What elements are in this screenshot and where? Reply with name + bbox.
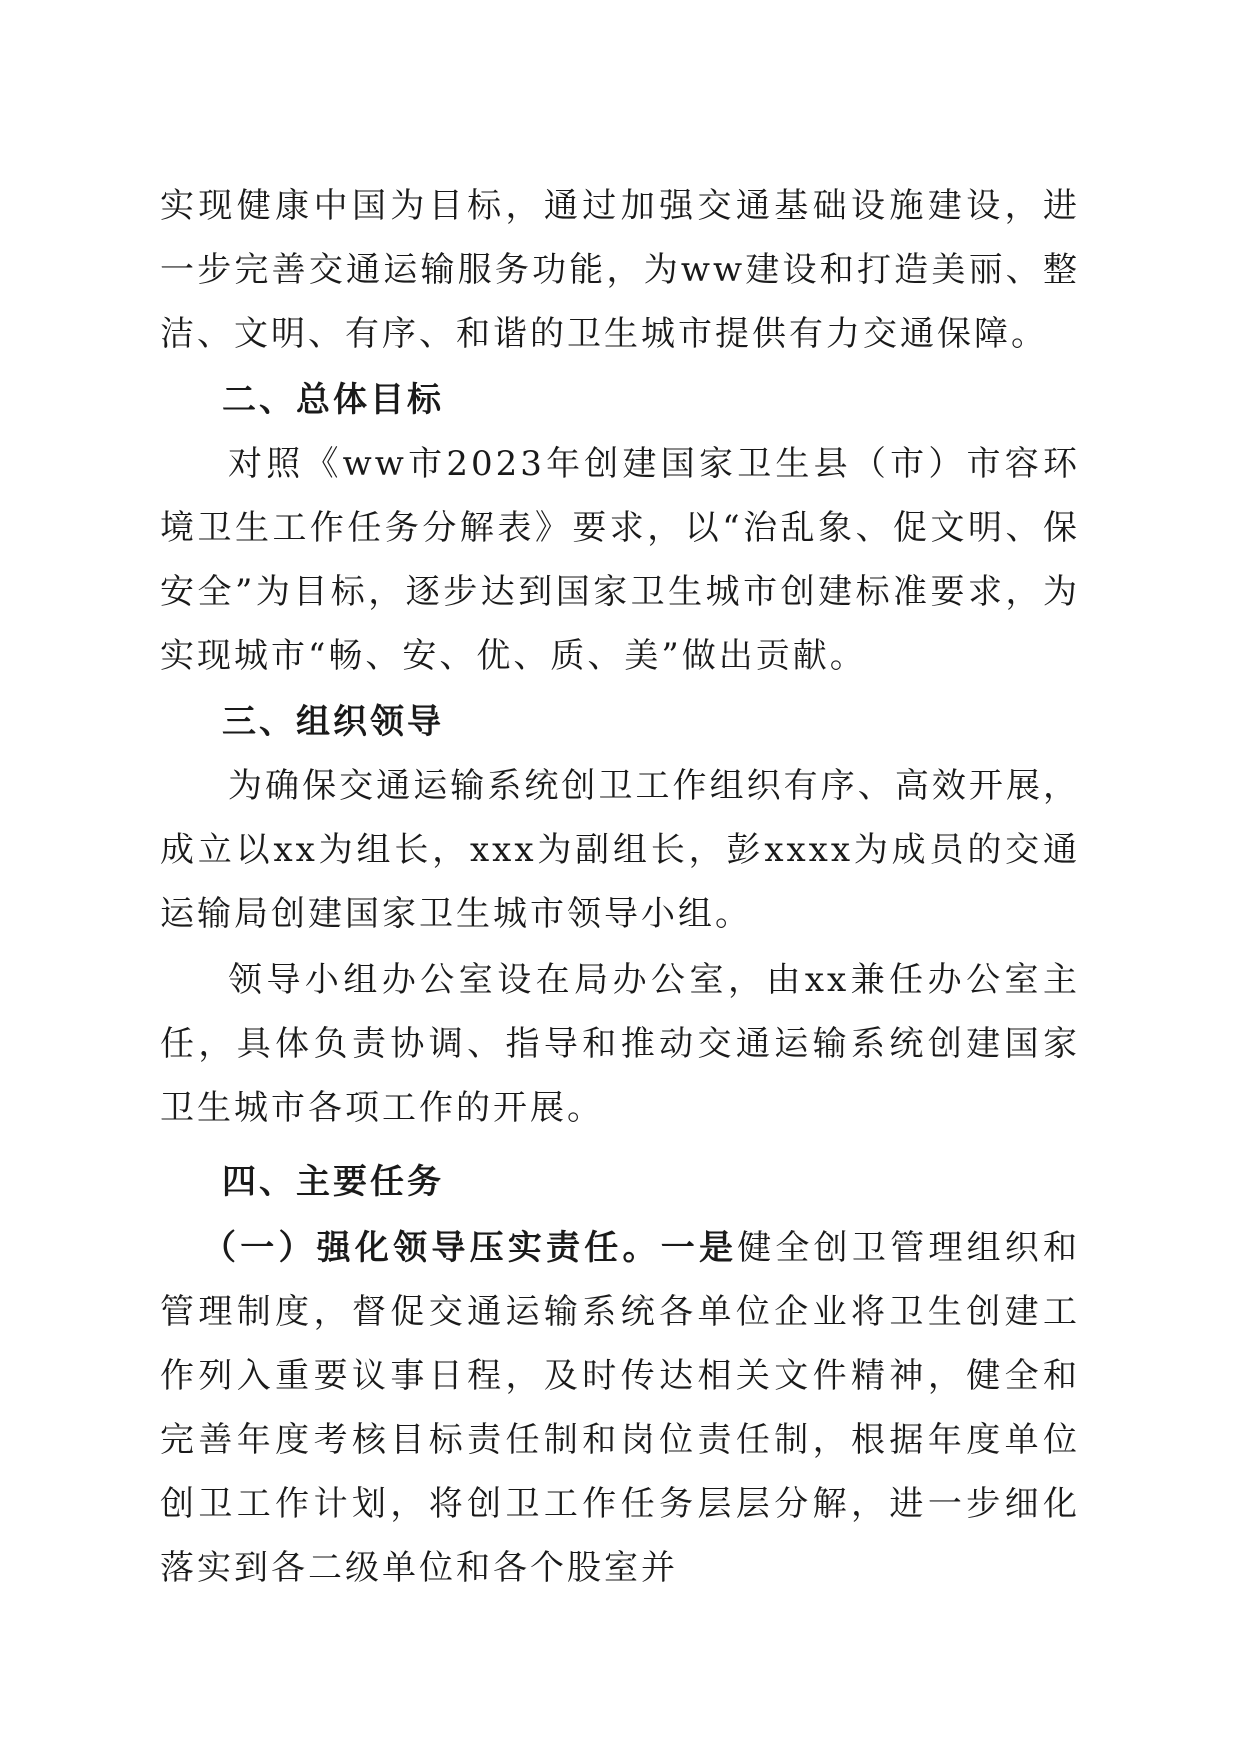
- section4-heading: 四、主要任务: [222, 1162, 444, 1202]
- section3-heading: 三、组织领导: [222, 702, 444, 742]
- section4-item1-lead: 一是: [660, 1228, 738, 1268]
- section2-heading: 二、总体目标: [222, 380, 444, 420]
- section3-paragraph-2: 领导小组办公室设在局办公室，由xx兼任办公室主任，具体负责协调、指导和推动交通运输系统创建国家卫生城市各项工作的开展。: [160, 960, 1080, 1128]
- section4-item1-paragraph: [160, 1216, 1080, 1600]
- document-page: [160, 174, 1080, 1600]
- section4-item1-title: （一）强化领导压实责任。: [202, 1228, 661, 1268]
- section4-item1-text: 健全创卫管理组织和管理制度，督促交通运输系统各单位企业将卫生创建工作列入重要议事日程，及时传达相关文件精神，健全和完善年度考核目标责任制和岗位责任制，根据年度单位创卫工作计划，将创卫工作任务层层分解，进一步细化落实到各二级单位和各个股室并: [160, 1228, 1081, 1588]
- section2-paragraph: 对照《ww市2023年创建国家卫生县（市）市容环境卫生工作任务分解表》要求，以“治乱象、促文明、保安全”为目标，逐步达到国家卫生城市创建标准要求，为实现城市“畅、安、优、质、美”做出贡献。: [160, 444, 1080, 676]
- intro-continuation-paragraph: 实现健康中国为目标，通过加强交通基础设施建设，进一步完善交通运输服务功能，为ww建设和打造美丽、整洁、文明、有序、和谐的卫生城市提供有力交通保障。: [160, 186, 1080, 354]
- section3-paragraph-1: 为确保交通运输系统创卫工作组织有序、高效开展，成立以xx为组长，xxx为副组长，彭xxxx为成员的交通运输局创建国家卫生城市领导小组。: [160, 766, 1080, 934]
